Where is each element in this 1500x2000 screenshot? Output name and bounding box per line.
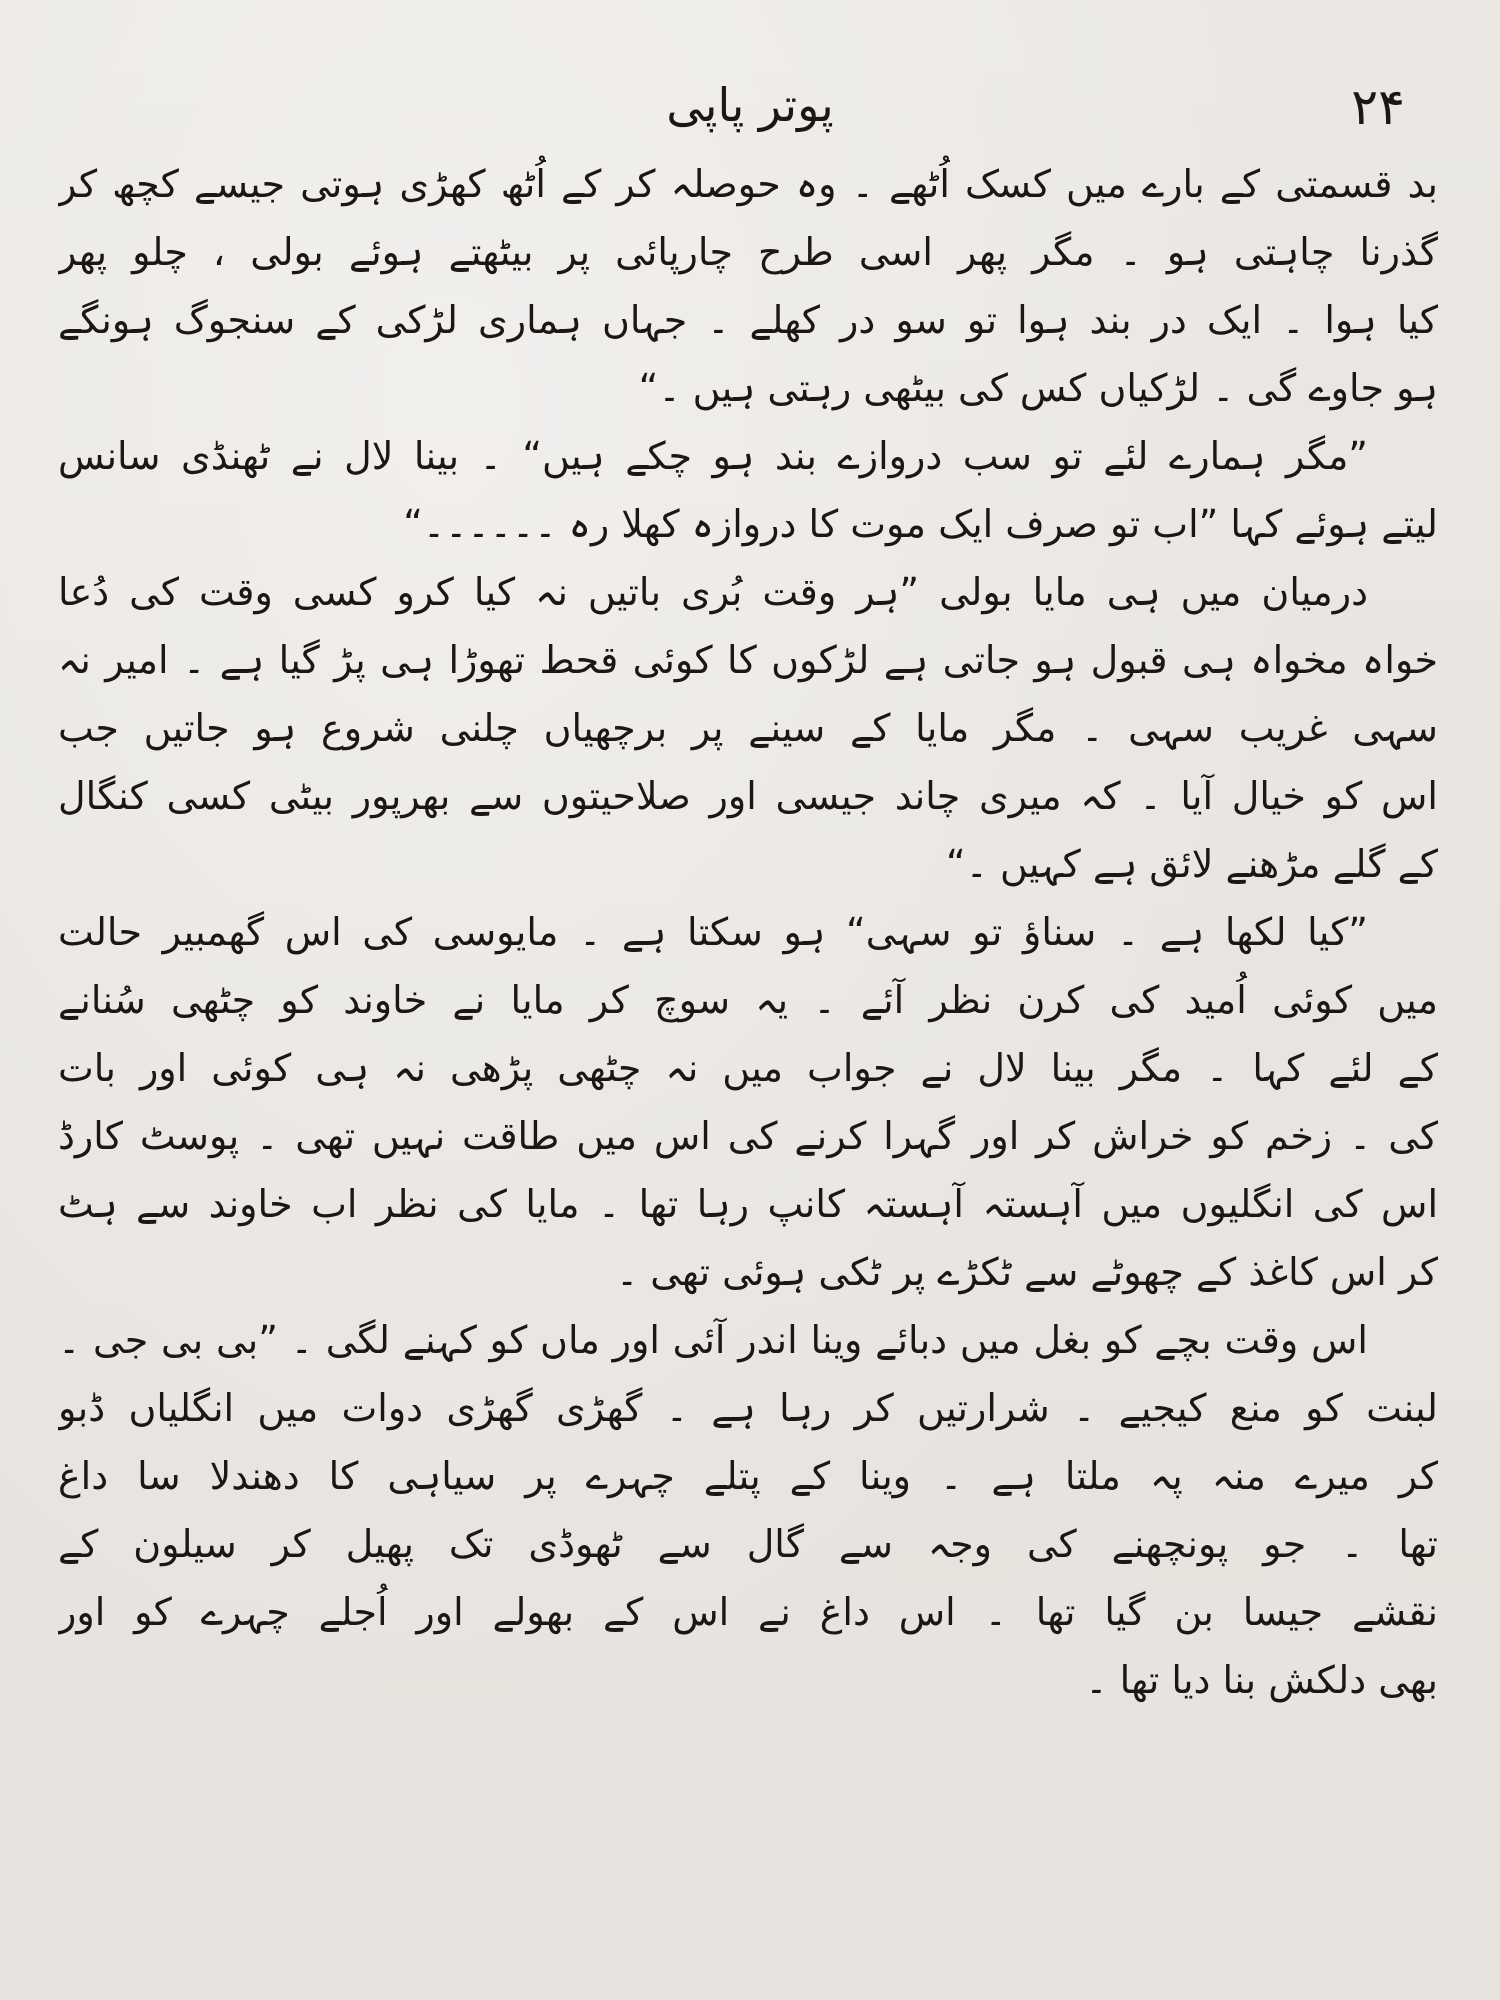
paragraph [58, 422, 1438, 558]
text-line: کیا ہوا ۔ ایک در بند ہوا تو سو در کھلے ۔ جہاں ہماری لڑکی کے سنجوگ ہونگے [58, 298, 1438, 342]
text-line: ہو جاوے گی ۔ لڑکیاں کس کی بیٹھی رہتی ہیں ۔“ [638, 366, 1438, 410]
text-line: درمیان میں ہی مایا بولی ”ہر وقت بُری باتیں نہ کیا کرو کسی وقت کی دُعا [58, 570, 1368, 614]
paragraph [58, 150, 1438, 422]
text-line: نقشے جیسا بن گیا تھا ۔ اس داغ نے اس کے بھولے اور اُجلے چہرے کو اور [58, 1590, 1438, 1634]
text-line: خواہ مخواہ ہی قبول ہو جاتی ہے لڑکوں کا کوئی قحط تھوڑا ہی پڑ گیا ہے ۔ امیر نہ [58, 638, 1438, 682]
text-line: لبنت کو منع کیجیے ۔ شرارتیں کر رہا ہے ۔ گھڑی گھڑی دوات میں انگلیاں ڈبو [58, 1386, 1438, 1430]
body-text [58, 150, 1438, 1960]
text-line: اس وقت بچے کو بغل میں دبائے وینا اندر آئی اور ماں کو کہنے لگی ۔ ”بی بی جی ۔ [58, 1318, 1368, 1362]
text-line: ”مگر ہمارے لئے تو سب دروازے بند ہو چکے ہیں“ ۔ بینا لال نے ٹھنڈی سانس [58, 434, 1368, 478]
text-line: سہی غریب سہی ۔ مگر مایا کے سینے پر برچھیاں چلنی شروع ہو جاتیں جب [58, 706, 1438, 750]
text-line: میں کوئی اُمید کی کرن نظر آئے ۔ یہ سوچ کر مایا نے خاوند کو چٹھی سُنانے [58, 978, 1438, 1022]
text-line: تھا ۔ جو پونچھنے کی وجہ سے گال سے ٹھوڈی تک پھیل کر سیلون کے [58, 1522, 1438, 1566]
text-line: کر میرے منہ پہ ملتا ہے ۔ وینا کے پتلے چہرے پر سیاہی کا دھندلا سا داغ [58, 1454, 1438, 1498]
paragraph [58, 1306, 1438, 1714]
paragraph [58, 898, 1438, 1306]
text-line: بد قسمتی کے بارے میں کسک اُٹھے ۔ وہ حوصلہ کر کے اُٹھ کھڑی ہوتی جیسے کچھ کر [58, 162, 1438, 206]
text-line: کے گلے مڑھنے لائق ہے کہیں ۔“ [945, 842, 1438, 886]
page-number: ۲۴ [1351, 78, 1405, 136]
text-line: بھی دلکش بنا دیا تھا ۔ [1085, 1658, 1438, 1702]
paragraph [58, 558, 1438, 898]
text-line: کر اس کاغذ کے چھوٹے سے ٹکڑے پر ٹکی ہوئی تھی ۔ [615, 1250, 1438, 1294]
text-line: گذرنا چاہتی ہو ۔ مگر پھر اسی طرح چارپائی پر بیٹھتے ہوئے بولی ، چلو پھر [58, 230, 1438, 274]
text-line: کے لئے کہا ۔ مگر بینا لال نے جواب میں نہ چٹھی پڑھی نہ ہی کوئی اور بات [58, 1046, 1438, 1090]
page-header [0, 78, 1500, 138]
text-line: ”کیا لکھا ہے ۔ سناؤ تو سہی“ ہو سکتا ہے ۔ مایوسی کی اس گھمبیر حالت [58, 910, 1368, 954]
running-title: پوتر پاپی [666, 78, 834, 132]
text-line: اس کی انگلیوں میں آہستہ آہستہ کانپ رہا تھا ۔ مایا کی نظر اب خاوند سے ہٹ [58, 1182, 1438, 1226]
text-line: کی ۔ زخم کو خراش کر اور گہرا کرنے کی اس میں طاقت نہیں تھی ۔ پوسٹ کارڈ [58, 1114, 1438, 1158]
text-line: اس کو خیال آیا ۔ کہ میری چاند جیسی اور صلاحیتوں سے بھرپور بیٹی کسی کنگال [58, 774, 1438, 818]
text-line: لیتے ہوئے کہا ”اب تو صرف ایک موت کا دروازہ کھلا رہ ۔۔۔۔۔۔“ [403, 502, 1438, 546]
